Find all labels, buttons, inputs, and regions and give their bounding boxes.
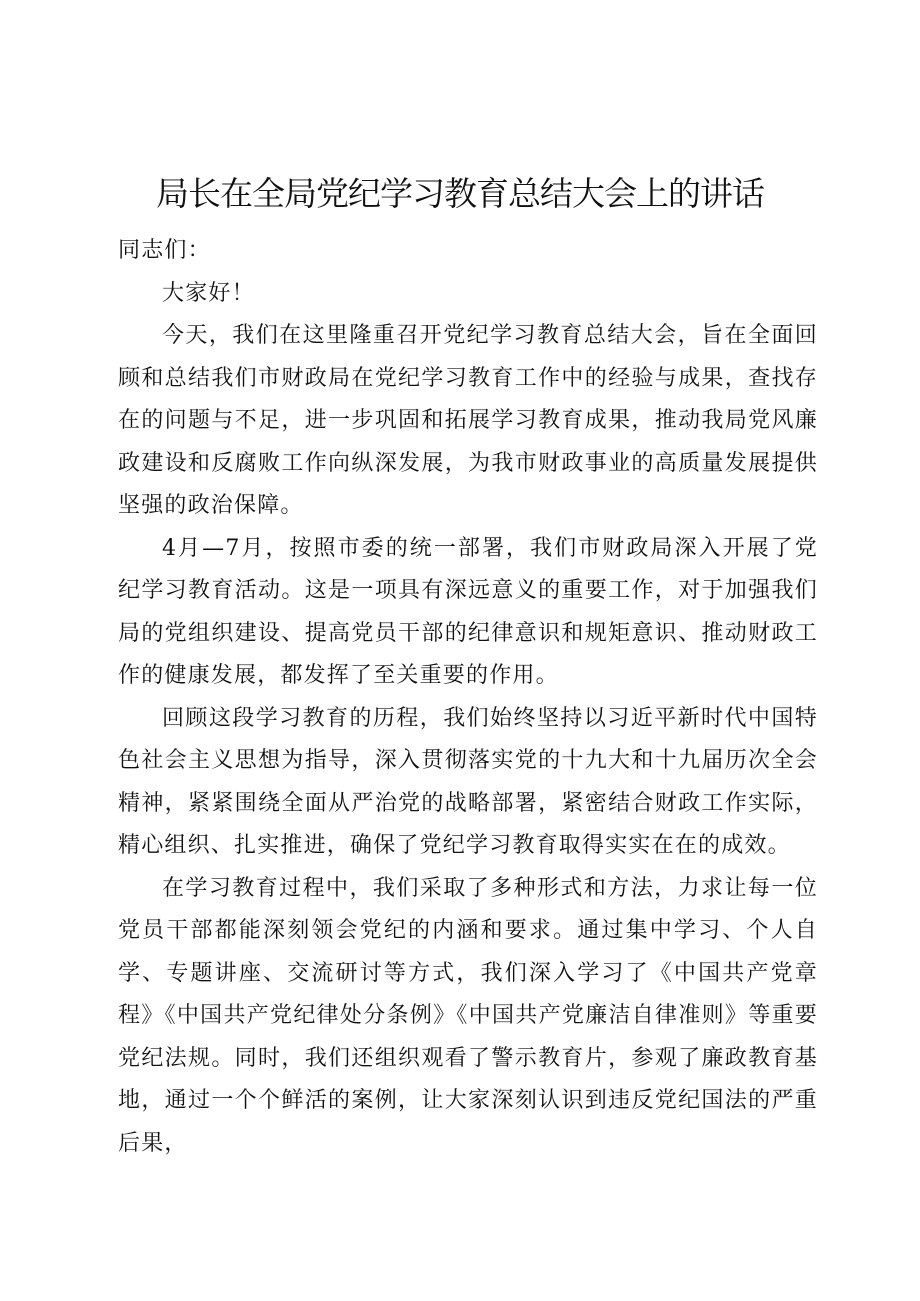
- paragraph-review: 回顾这段学习教育的历程，我们始终坚持以习近平新时代中国特色社会主义思想为指导，深入贯彻落实党的十九大和十九届历次全会精神，紧紧围绕全面从严治党的战略部署，紧密结合财政工作实际，精心组织、扎实推进，确保了党纪学习教育取得实实在在的成效。: [118, 705, 818, 858]
- paragraph-activity: 4月—7月，按照市委的统一部署，我们市财政局深入开展了党纪学习教育活动。这是一项具有深远意义的重要工作，对于加强我们局的党组织建设、提高党员干部的纪律意识和规矩意识、推动财政工作的健康发展，都发挥了至关重要的作用。: [118, 535, 818, 688]
- paragraph-methods: 在学习教育过程中，我们采取了多种形式和方法，力求让每一位党员干部都能深刻领会党纪的内涵和要求。通过集中学习、个人自学、专题讲座、交流研讨等方式，我们深入学习了《中国共产党章程》《中国共产党纪律处分条例》《中国共产党廉洁自律准则》等重要党纪法规。同时，我们还组织观看了警示教育片，参观了廉政教育基地，通过一个个鲜活的案例，让大家深刻认识到违反党纪国法的严重后果，: [118, 875, 818, 1156]
- paragraph-opening: 今天，我们在这里隆重召开党纪学习教育总结大会，旨在全面回顾和总结我们市财政局在党纪学习教育工作中的经验与成果，查找存在的问题与不足，进一步巩固和拓展学习教育成果，推动我局党风廉政建设和反腐败工作向纵深发展，为我市财政事业的高质量发展提供坚强的政治保障。: [118, 323, 818, 518]
- document-title: 局长在全局党纪学习教育总结大会上的讲话: [156, 174, 764, 213]
- salutation: 同志们：: [118, 238, 211, 263]
- document-body: [118, 230, 818, 1165]
- paragraph-greeting: 大家好！: [162, 280, 255, 306]
